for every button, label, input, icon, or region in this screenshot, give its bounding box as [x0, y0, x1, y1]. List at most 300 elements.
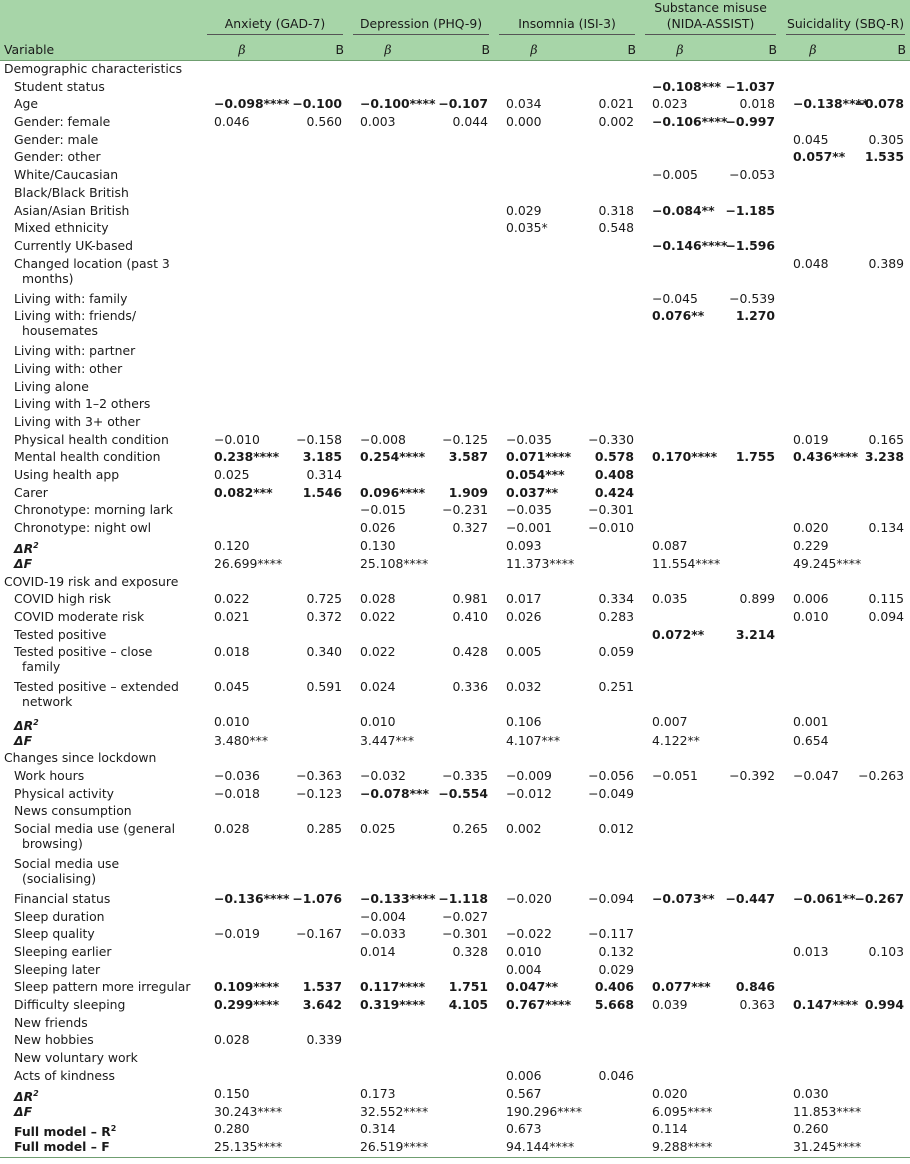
b-cell: −0.554 — [438, 785, 488, 801]
table-row — [0, 979, 910, 997]
b-cell — [720, 396, 781, 414]
b-cell: 0.021 — [598, 96, 635, 112]
b-cell — [720, 132, 781, 150]
table-row — [0, 786, 910, 804]
beta-cell: −0.019 — [214, 926, 260, 942]
label-text: News consumption — [14, 803, 132, 819]
b-cell — [720, 1086, 781, 1104]
beta-cell — [640, 502, 720, 520]
table-row — [0, 308, 910, 343]
beta-cell — [202, 167, 282, 185]
b-cell — [428, 238, 494, 256]
b-cell — [428, 1032, 494, 1050]
row-label — [0, 203, 202, 221]
row-label — [0, 944, 202, 962]
beta-cell — [348, 203, 428, 221]
beta-cell — [494, 379, 574, 397]
b-cell — [282, 379, 348, 397]
beta-cell: 0.238**** — [214, 449, 280, 465]
row-label — [0, 256, 202, 291]
beta-cell — [202, 185, 282, 203]
b-cell — [282, 396, 348, 414]
row-label — [0, 856, 202, 891]
table-row — [0, 926, 910, 944]
b-cell — [428, 396, 494, 414]
beta-cell: 0.014 — [360, 944, 396, 959]
beta-cell — [640, 926, 720, 944]
beta-cell: 0.035 — [652, 591, 688, 607]
label-text: Chronotype: night owl — [14, 520, 152, 536]
beta-cell: 0.010 — [506, 944, 542, 959]
b-cell — [720, 256, 781, 291]
b-cell — [428, 733, 494, 751]
b-cell — [428, 574, 494, 592]
b-cell — [428, 1068, 494, 1086]
b-cell — [428, 1104, 494, 1122]
b-cell — [845, 733, 910, 751]
beta-cell: 0.007 — [652, 714, 688, 730]
beta-cell: 0.109**** — [214, 979, 280, 995]
label-text: New voluntary work — [14, 1050, 138, 1066]
table-row — [0, 238, 910, 256]
b-cell — [720, 61, 781, 79]
beta-cell: −0.045 — [652, 290, 698, 306]
beta-cell: −0.084** — [652, 202, 715, 218]
beta-cell: 0.001 — [793, 714, 829, 730]
row-label — [0, 1015, 202, 1033]
b-cell — [720, 343, 781, 361]
row-label — [0, 644, 202, 679]
b-cell — [574, 308, 640, 343]
beta-header: β — [202, 36, 282, 61]
beta-cell — [781, 343, 845, 361]
beta-cell — [781, 79, 845, 97]
label-text: Sleep pattern more irregular — [14, 979, 191, 995]
beta-cell — [640, 343, 720, 361]
b-cell — [574, 238, 640, 256]
b-cell — [282, 79, 348, 97]
beta-cell: −0.073** — [652, 890, 715, 906]
table-row — [0, 1104, 910, 1122]
b-cell: 0.305 — [868, 131, 905, 147]
b-cell — [282, 803, 348, 821]
b-cell — [282, 61, 348, 79]
beta-cell — [781, 750, 845, 768]
b-cell — [282, 909, 348, 927]
b-cell — [845, 803, 910, 821]
b-cell — [845, 962, 910, 980]
b-cell — [282, 343, 348, 361]
b-cell: 1.751 — [448, 979, 488, 995]
table-row — [0, 733, 910, 751]
b-cell — [845, 308, 910, 343]
b-cell — [845, 291, 910, 309]
beta-cell — [640, 750, 720, 768]
b-cell: 0.059 — [598, 644, 635, 660]
row-label — [0, 962, 202, 980]
beta-cell — [494, 343, 574, 361]
beta-cell: 11.373**** — [506, 555, 575, 571]
label-text-continued: months) — [22, 270, 74, 286]
beta-cell: −0.012 — [506, 785, 552, 801]
b-cell: 0.318 — [598, 202, 635, 218]
beta-cell — [640, 485, 720, 503]
beta-cell: 0.022 — [360, 644, 396, 660]
beta-cell: 0.170**** — [652, 449, 718, 465]
b-cell — [720, 944, 781, 962]
group-header-insomnia: Insomnia (ISI-3) — [494, 0, 640, 36]
b-cell — [574, 714, 640, 732]
beta-cell: 0.299**** — [214, 997, 280, 1013]
beta-cell: 0.057** — [793, 149, 846, 165]
b-cell — [845, 502, 910, 520]
header-row-columns — [0, 36, 910, 61]
b-cell — [574, 343, 640, 361]
b-cell: 0.314 — [306, 467, 342, 483]
b-cell — [282, 1015, 348, 1033]
stat-label: ΔF — [14, 1103, 33, 1119]
beta-cell — [781, 1068, 845, 1086]
beta-cell — [781, 396, 845, 414]
b-cell — [574, 909, 640, 927]
label-text: Carer — [14, 484, 48, 500]
b-cell: −0.053 — [729, 167, 776, 183]
b-cell: 0.408 — [594, 467, 635, 483]
beta-cell: 0.028 — [214, 820, 250, 836]
table-row — [0, 414, 910, 432]
beta-cell: 0.019 — [793, 431, 829, 447]
variable-header: Variable — [0, 36, 202, 61]
b-cell — [845, 238, 910, 256]
b-cell — [428, 750, 494, 768]
b-cell — [845, 627, 910, 645]
beta-cell — [781, 220, 845, 238]
beta-cell — [781, 1032, 845, 1050]
b-cell — [428, 379, 494, 397]
beta-cell — [202, 361, 282, 379]
stat-label: Full model – $R^2$ — [14, 1124, 117, 1140]
beta-cell — [348, 291, 428, 309]
b-cell — [720, 856, 781, 891]
table-row — [0, 679, 910, 714]
row-label — [0, 1032, 202, 1050]
b-cell — [282, 256, 348, 291]
b-cell — [428, 149, 494, 167]
stat-label: $\Delta R^2$ — [14, 540, 39, 556]
beta-cell: 0.072** — [652, 626, 705, 642]
table-row — [0, 1032, 910, 1050]
label-text: Sleep duration — [14, 908, 105, 924]
row-label — [0, 591, 202, 609]
b-cell: 0.044 — [452, 114, 488, 130]
b-cell — [845, 926, 910, 944]
b-cell: 0.285 — [306, 820, 342, 836]
beta-cell — [202, 627, 282, 645]
b-cell — [428, 308, 494, 343]
table-row — [0, 396, 910, 414]
beta-cell: 26.699**** — [214, 555, 283, 571]
beta-cell: −0.009 — [506, 767, 552, 783]
b-cell — [720, 467, 781, 485]
beta-cell — [640, 220, 720, 238]
beta-cell — [781, 308, 845, 343]
row-label — [0, 1050, 202, 1068]
b-cell — [574, 574, 640, 592]
b-cell — [845, 979, 910, 997]
row-label — [0, 627, 202, 645]
row-label — [0, 414, 202, 432]
b-cell: 3.185 — [302, 449, 342, 465]
row-label — [0, 1086, 202, 1104]
row-label — [0, 79, 202, 97]
beta-cell: 0.048 — [793, 255, 829, 271]
b-cell — [282, 308, 348, 343]
b-cell — [282, 1139, 348, 1157]
beta-cell: 0.026 — [360, 520, 396, 536]
table-row — [0, 79, 910, 97]
beta-cell: 0.017 — [506, 591, 542, 607]
b-cell — [845, 61, 910, 79]
beta-cell — [640, 1015, 720, 1033]
b-cell — [428, 556, 494, 574]
beta-cell — [348, 220, 428, 238]
b-cell — [428, 61, 494, 79]
beta-cell: 0.567 — [506, 1085, 542, 1101]
beta-cell — [781, 1050, 845, 1068]
beta-cell: 0.035* — [506, 220, 548, 236]
beta-cell: 0.076** — [652, 308, 705, 324]
row-label — [0, 1121, 202, 1139]
table-row — [0, 167, 910, 185]
b-cell: 0.424 — [594, 484, 635, 500]
beta-cell — [348, 185, 428, 203]
beta-cell — [640, 132, 720, 150]
label-text: Living with: other — [14, 360, 123, 376]
beta-header: β — [348, 36, 428, 61]
beta-cell — [202, 238, 282, 256]
beta-cell: 6.095**** — [652, 1103, 713, 1119]
beta-cell — [640, 396, 720, 414]
row-label — [0, 979, 202, 997]
b-cell — [574, 414, 640, 432]
b-cell — [574, 538, 640, 556]
beta-cell — [202, 414, 282, 432]
table-row — [0, 627, 910, 645]
beta-cell — [348, 856, 428, 891]
b-cell: 0.115 — [868, 591, 905, 607]
b-cell: −1.076 — [292, 890, 342, 906]
label-text: Work hours — [14, 767, 85, 783]
row-label — [0, 520, 202, 538]
beta-cell — [202, 79, 282, 97]
b-cell — [282, 944, 348, 962]
b-cell — [720, 1121, 781, 1139]
table-row — [0, 220, 910, 238]
beta-cell — [781, 485, 845, 503]
beta-cell — [781, 291, 845, 309]
beta-cell — [202, 291, 282, 309]
b-cell — [845, 414, 910, 432]
beta-header: β — [494, 36, 574, 61]
b-cell: 1.546 — [302, 484, 342, 500]
beta-cell — [202, 962, 282, 980]
table-row — [0, 909, 910, 927]
beta-cell: 0.029 — [506, 202, 542, 218]
beta-cell: 0.039 — [652, 997, 688, 1013]
b-cell — [428, 220, 494, 238]
row-label — [0, 733, 202, 751]
beta-cell — [781, 502, 845, 520]
beta-cell — [348, 627, 428, 645]
b-cell: 0.560 — [306, 114, 342, 130]
beta-cell — [494, 396, 574, 414]
beta-cell — [640, 467, 720, 485]
label-text: Currently UK-based — [14, 237, 134, 253]
beta-cell — [640, 644, 720, 679]
beta-cell: 0.018 — [214, 644, 250, 660]
b-cell — [845, 1068, 910, 1086]
b-cell: −0.301 — [588, 502, 635, 518]
group-header-anxiety: Anxiety (GAD-7) — [202, 0, 348, 36]
label-text: Gender: other — [14, 149, 101, 165]
beta-cell — [781, 1015, 845, 1033]
beta-cell — [494, 308, 574, 343]
beta-cell: 0.254**** — [360, 449, 426, 465]
beta-cell — [640, 803, 720, 821]
b-cell — [845, 203, 910, 221]
b-cell: 0.165 — [868, 431, 905, 447]
b-cell — [428, 79, 494, 97]
section-heading — [0, 750, 202, 768]
b-cell: 0.591 — [306, 679, 342, 695]
beta-cell — [348, 962, 428, 980]
b-cell: 3.238 — [864, 449, 905, 465]
beta-cell — [348, 361, 428, 379]
label-text-continued: browsing) — [22, 835, 83, 851]
beta-cell — [348, 396, 428, 414]
beta-cell — [494, 238, 574, 256]
row-label — [0, 502, 202, 520]
beta-cell — [494, 132, 574, 150]
b-cell — [574, 1139, 640, 1157]
label-text: Living with: partner — [14, 343, 136, 359]
b-cell — [282, 220, 348, 238]
b-cell — [845, 1050, 910, 1068]
b-cell — [845, 396, 910, 414]
b-cell — [845, 1121, 910, 1139]
beta-cell: 94.144**** — [494, 1139, 574, 1157]
b-cell: 1.270 — [735, 308, 776, 324]
b-cell — [720, 520, 781, 538]
beta-cell — [202, 256, 282, 291]
beta-cell: 0.096**** — [360, 484, 426, 500]
beta-cell: 0.314 — [360, 1121, 396, 1137]
b-cell: 0.283 — [598, 609, 635, 624]
beta-cell — [348, 1015, 428, 1033]
b-cell — [720, 538, 781, 556]
label-text: Changed location (past 3 — [14, 255, 170, 271]
beta-cell — [640, 944, 720, 962]
beta-cell — [640, 856, 720, 891]
label-text: Sleep quality — [14, 926, 95, 942]
beta-cell: 0.436**** — [793, 449, 859, 465]
table-row — [0, 132, 910, 150]
row-label — [0, 379, 202, 397]
beta-cell: 0.114 — [652, 1121, 688, 1137]
beta-cell — [781, 786, 845, 804]
group-header-suicidality: Suicidality (SBQ-R) — [781, 0, 910, 36]
beta-cell: 0.005 — [506, 644, 542, 660]
beta-cell — [781, 644, 845, 679]
beta-cell: −0.004 — [360, 908, 406, 924]
table-row — [0, 750, 910, 768]
beta-cell: −0.133**** — [360, 890, 436, 906]
row-label — [0, 467, 202, 485]
label-text: Sleeping later — [14, 961, 101, 977]
row-label — [0, 821, 202, 856]
beta-cell: −0.035 — [506, 502, 552, 518]
beta-cell — [494, 149, 574, 167]
b-cell — [574, 396, 640, 414]
beta-cell: −0.106**** — [652, 114, 728, 130]
label-text: Mixed ethnicity — [14, 220, 109, 236]
b-cell: −0.231 — [442, 502, 488, 518]
b-cell — [428, 962, 494, 980]
beta-cell: −0.078*** — [360, 785, 430, 801]
b-cell: −0.117 — [588, 926, 635, 942]
beta-cell: 0.028 — [214, 1032, 250, 1048]
beta-cell — [348, 1050, 428, 1068]
beta-cell — [494, 414, 574, 432]
table-row — [0, 1121, 910, 1139]
beta-cell: 0.654 — [793, 732, 829, 748]
b-cell: 0.548 — [598, 220, 635, 236]
b-cell: 0.372 — [306, 609, 342, 624]
beta-cell — [348, 308, 428, 343]
b-cell — [720, 502, 781, 520]
b-cell: −1.185 — [725, 202, 776, 218]
b-cell: −0.267 — [854, 890, 905, 906]
beta-cell — [781, 803, 845, 821]
label-text: Living with: family — [14, 290, 128, 306]
b-cell — [845, 485, 910, 503]
label-text: New hobbies — [14, 1032, 94, 1048]
beta-cell: 0.020 — [652, 1085, 688, 1101]
beta-cell: 0.021 — [214, 609, 250, 624]
b-cell: −0.158 — [296, 431, 342, 447]
b-cell — [720, 220, 781, 238]
beta-cell: 4.122** — [652, 732, 700, 748]
beta-cell: 0.022 — [360, 609, 396, 624]
b-cell: −0.123 — [296, 785, 342, 801]
row-label — [0, 909, 202, 927]
table-row — [0, 714, 910, 732]
beta-cell — [202, 203, 282, 221]
beta-cell: −0.036 — [214, 767, 260, 783]
table-row — [0, 520, 910, 538]
b-cell: −0.027 — [442, 908, 488, 924]
table-row — [0, 291, 910, 309]
table-row — [0, 343, 910, 361]
beta-cell: 0.093 — [506, 537, 542, 553]
b-cell — [428, 132, 494, 150]
stat-label: ΔF — [14, 732, 33, 748]
b-cell: −0.392 — [729, 767, 776, 783]
section-heading — [0, 574, 202, 592]
b-header: B — [428, 36, 494, 61]
b-cell — [720, 644, 781, 679]
beta-cell: −0.010 — [214, 431, 260, 447]
